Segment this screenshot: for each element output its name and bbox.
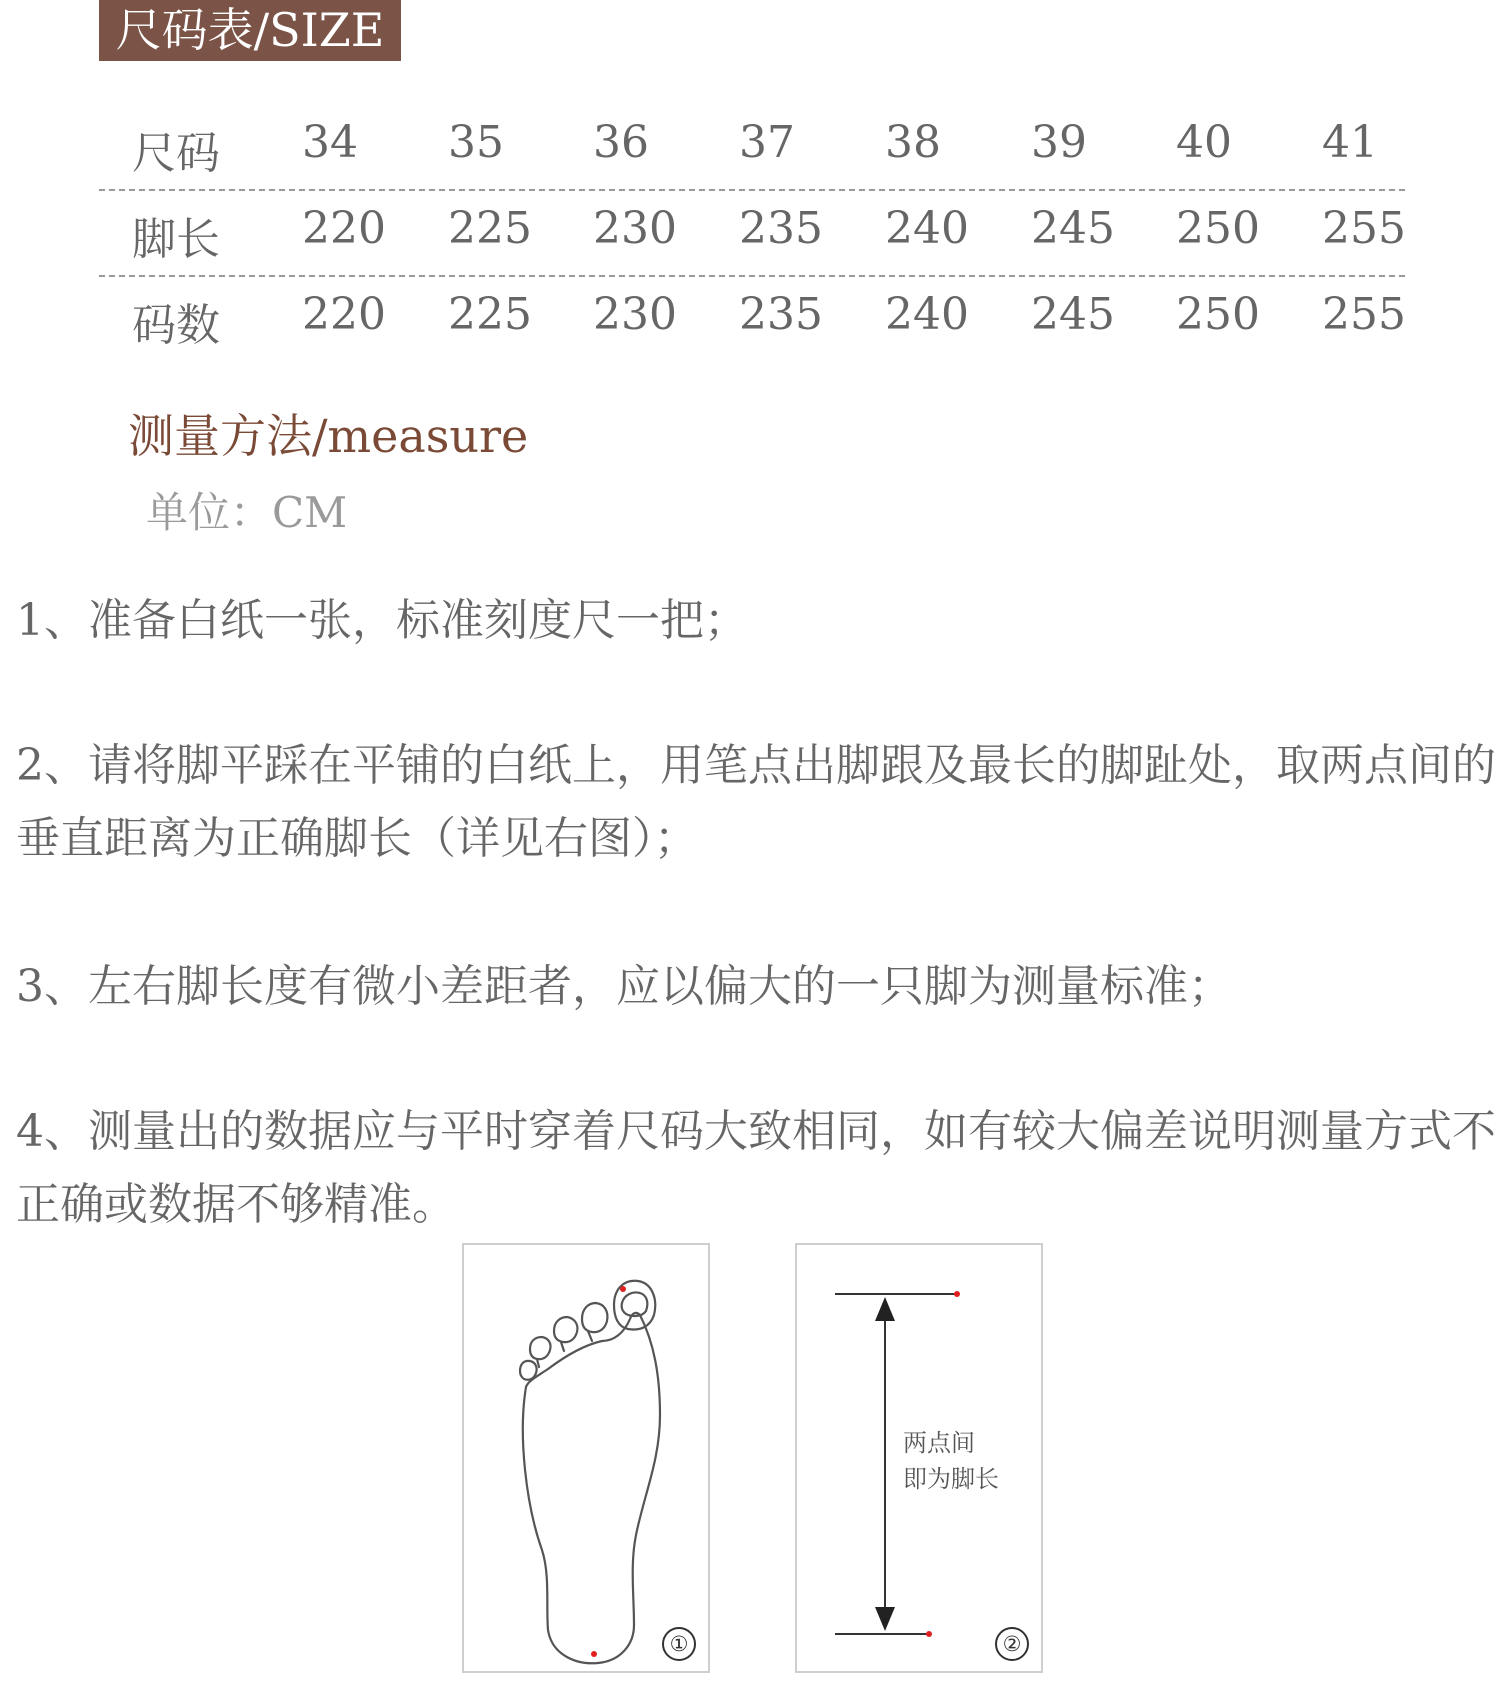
table-cell: 250	[1176, 203, 1260, 254]
row-label: 码数	[132, 300, 220, 351]
table-cell: 245	[1031, 289, 1115, 340]
table-cell: 220	[302, 289, 386, 340]
size-table	[99, 105, 1405, 363]
table-cell: 40	[1176, 117, 1232, 168]
size-chart-header: 尺码表/SIZE	[99, 0, 401, 61]
table-cell: 41	[1322, 117, 1378, 168]
row-label: 尺码	[132, 128, 220, 179]
table-cell: 36	[593, 117, 649, 168]
figure-number-badge: ②	[995, 1627, 1029, 1661]
table-cell: 39	[1031, 117, 1087, 168]
table-cell: 34	[302, 117, 358, 168]
table-cell: 250	[1176, 289, 1260, 340]
table-cell: 225	[448, 289, 532, 340]
table-row-foot-length	[99, 191, 1405, 277]
table-cell: 230	[593, 203, 677, 254]
foot-outline-figure	[462, 1243, 710, 1673]
instruction-step-4: 4、测量出的数据应与平时穿着尺码大致相同，如有较大偏差说明测量方式不正确或数据不够精准。	[16, 1106, 1496, 1230]
figure-number-badge: ①	[662, 1627, 696, 1661]
table-cell: 255	[1322, 203, 1406, 254]
row-label: 脚长	[132, 214, 220, 265]
table-cell: 235	[739, 289, 823, 340]
table-cell: 230	[593, 289, 677, 340]
table-cell: 255	[1322, 289, 1406, 340]
table-cell: 220	[302, 203, 386, 254]
table-cell: 240	[885, 203, 969, 254]
foot-length-diagram	[795, 1243, 1043, 1673]
table-cell: 225	[448, 203, 532, 254]
instruction-step-1: 1、准备白纸一张，标准刻度尺一把；	[16, 595, 748, 646]
diagram-caption-line-2: 即为脚长	[903, 1465, 999, 1493]
diagram-caption	[903, 1425, 999, 1497]
table-row-code	[99, 277, 1405, 363]
measure-method-title: 测量方法/measure	[128, 409, 529, 463]
table-row-size	[99, 105, 1405, 191]
unit-label: 单位：CM	[146, 488, 348, 537]
table-cell: 235	[739, 203, 823, 254]
instruction-step-3: 3、左右脚长度有微小差距者，应以偏大的一只脚为测量标准；	[16, 961, 1232, 1012]
table-cell: 37	[739, 117, 795, 168]
foot-outline-icon	[464, 1245, 712, 1675]
table-cell: 35	[448, 117, 504, 168]
table-cell: 240	[885, 289, 969, 340]
table-cell: 38	[885, 117, 941, 168]
instruction-step-2: 2、请将脚平踩在平铺的白纸上，用笔点出脚跟及最长的脚趾处，取两点间的垂直距离为正确脚长（详见右图）；	[16, 740, 1496, 864]
diagram-caption-line-1: 两点间	[903, 1429, 975, 1457]
table-cell: 245	[1031, 203, 1115, 254]
